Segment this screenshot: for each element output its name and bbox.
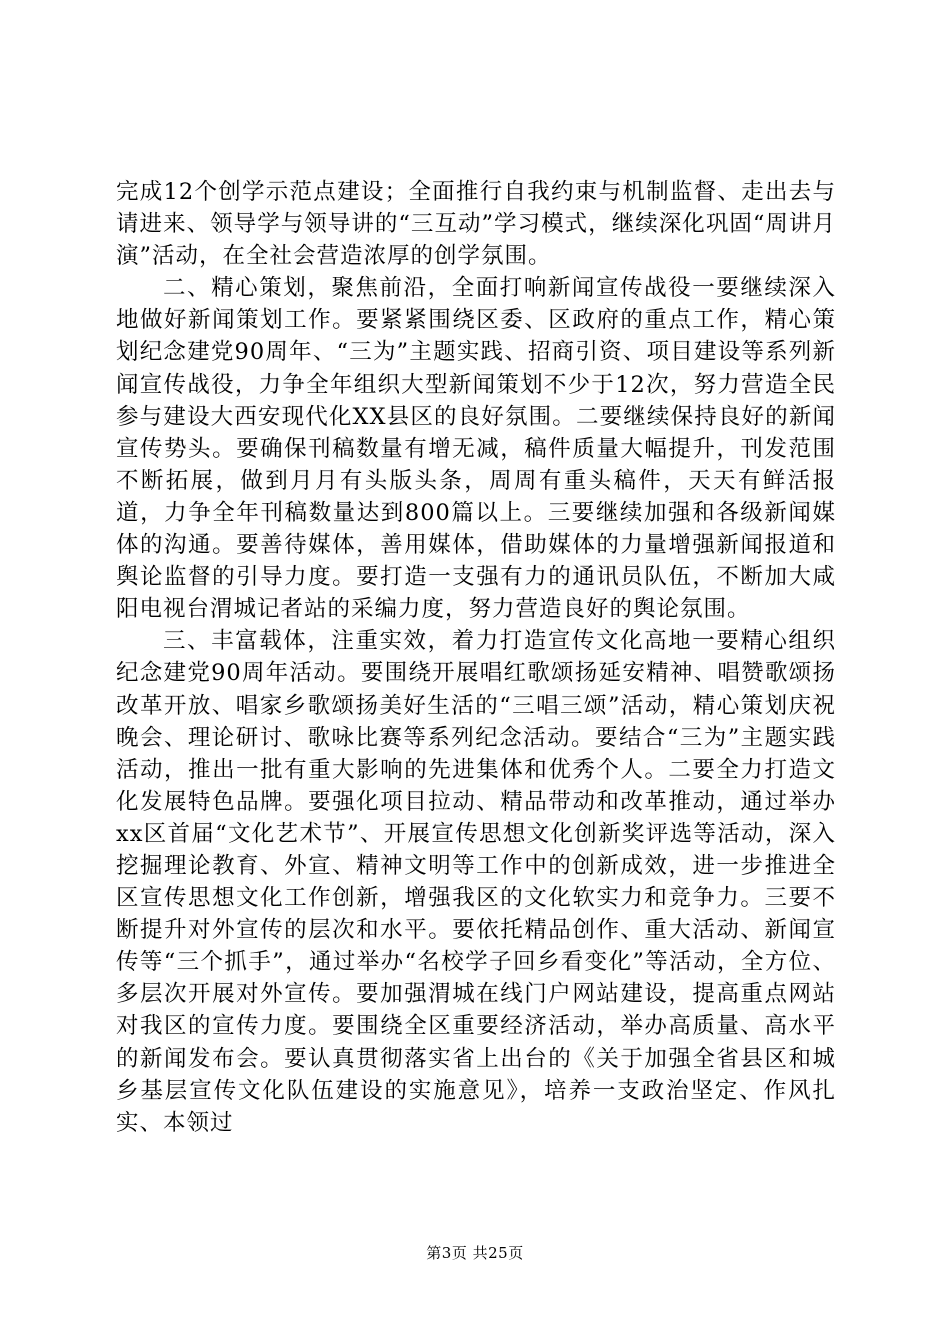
paragraph-continued: 完成12个创学示范点建设；全面推行自我约束与机制监督、走出去与请进来、领导学与领导讲的“三互动”学习模式，继续深化巩固“周讲月演”活动，在全社会营造浓厚的创学氛围。 (116, 179, 836, 270)
paragraph-news-publicity: 二、精心策划，聚焦前沿，全面打响新闻宣传战役一要继续深入地做好新闻策划工作。要紧紧围绕区委、区政府的重点工作，精心策划纪念建党90周年、“三为”主题实践、招商引资、项目建设等系列新闻宣传战役，力争全年组织大型新闻策划不少于12次，努力营造全民参与建设大西安现代化XX县区的良好氛围。二要继续保持良好的新闻宣传势头。要确保刊稿数量有增无减，稿件质量大幅提升，刊发范围不断拓展，做到月月有头版头条，周周有重头稿件，天天有鲜活报道，力争全年刊稿数量达到800篇以上。三要继续加强和各级新闻媒体的沟通。要善待媒体，善用媒体，借助媒体的力量增强新闻报道和舆论监督的引导力度。要打造一支强有力的通讯员队伍，不断加大咸阳电视台渭城记者站的采编力度，努力营造良好的舆论氛围。 (116, 275, 836, 623)
document-body (116, 176, 836, 1139)
paragraph-culture-highland: 三、丰富载体，注重实效，着力打造宣传文化高地一要精心组织纪念建党90周年活动。要围绕开展唱红歌颂扬延安精神、唱赞歌颂扬改革开放、唱家乡歌颂扬美好生活的“三唱三颂”活动，精心策划庆祝晚会、理论研讨、歌咏比赛等系列纪念活动。要结合“三为”主题实践活动，推出一批有重大影响的先进集体和优秀个人。二要全力打造文化发展特色品牌。要强化项目拉动、精品带动和改革推动，通过举办xx区首届“文化艺术节”、开展宣传思想文化创新奖评选等活动，深入挖掘理论教育、外宣、精神文明等工作中的创新成效，进一步推进全区宣传思想文化工作创新，增强我区的文化软实力和竞争力。三要不断提升对外宣传的层次和水平。要依托精品创作、重大活动、新闻宣传等“三个抓手”，通过举办“名校学子回乡看变化”等活动，全方位、多层次开展对外宣传。要加强渭城在线门户网站建设，提高重点网站对我区的宣传力度。要围绕全区重要经济活动，举办高质量、高水平的新闻发布会。要认真贯彻落实省上出台的《关于加强全省县区和城乡基层宣传文化队伍建设的实施意见》，培养一支政治坚定、作风扎实、本领过 (116, 628, 836, 1136)
page-number-footer: 第3页 共25页 (426, 1244, 524, 1262)
